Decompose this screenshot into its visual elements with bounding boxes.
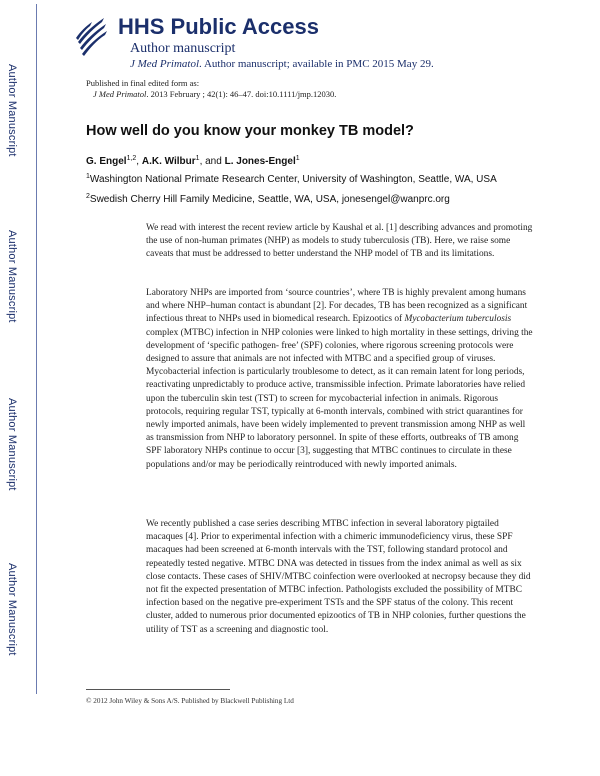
journal-abbrev: J Med Primatol: [130, 58, 200, 70]
affiliation-sup: 1: [86, 173, 90, 180]
affiliation-sup: 2: [86, 193, 90, 200]
paragraph-case-series: We recently published a case series describing MTBC infection in several laboratory pigtailed macaques [4]. Prior to experimental infection with a chimeric immunodeficiency virus, these SPF macaques had been screened at 6-month intervals with the TST, following standard protocol and repeatedly tested negative. MTBC DNA was detected in tissues from the index animal as well as six close contacts. These cases of SHIV/MTBC coinfection were overlooked at necropsy because they did not fit the expected presentation of MTBC infection. Pathologists excluded the possibility of MTBC infection based on the negative pre-experiment TSTs and the SPF status of the colony. This recent cluster, added to numerous prior documented epizootics of TB in NHP colonies, further questions the utility of TST as a screening and diagnostic tool.: [146, 519, 531, 635]
paragraph-text: complex (MTBC) infection in NHP colonies were linked to high mortality in these settings, driving the development of ‘specific pathogen- free’ (SPF) colonies, where rigorous screening protocols were designed to assure that animals are not infected with MTBC and a specified group of viruses. Mycobacterial infection is particularly troublesome to detect, as it can remain latent for long periods, reactivating unpredictably to produce active, transmissible infection. Primate laboratories have relied upon the tuberculin skin test (TST) to screen for mycobacterial infection in animals. Rigorous protocols, requiring regular TST, typically at 6-month intervals, combined with strict quarantines for newly imported animals, have been widely implemented to prevent transmission among NHP as well as transmission from NHP to laboratory personnel. In spite of these efforts, outbreaks of TB among SPF laboratory NHPs continue to occur [3], suggesting that MTBC continues to circulate in these populations and/or may be periodically reintroduced with newly imported animals.: [146, 327, 533, 470]
side-label: Author Manuscript: [6, 64, 18, 157]
author-sup: 1,2: [126, 155, 137, 162]
hhs-public-access-title: HHS Public Access: [118, 14, 319, 39]
paragraph-text: Laboratory NHPs are imported from ‘source countries’, where TB is highly prevalent among humans and where NHP–human contact is abundant [2]. For decades, TB has been recognized as a significant infectious threat to NHPs used in biomedical research. Epizootics of: [146, 288, 528, 325]
affiliation: [86, 173, 497, 185]
author-name: L. Jones-Engel: [224, 156, 296, 167]
author-manuscript-sidebar: [0, 0, 36, 700]
citation: [93, 89, 336, 99]
author-manuscript-subtitle: Author manuscript: [130, 41, 236, 56]
sidebar-divider: [36, 4, 37, 694]
published-label: Published in final edited form as:: [86, 78, 200, 88]
author-separator: ,: [136, 156, 142, 167]
side-label: Author Manuscript: [6, 230, 18, 323]
hhs-eagle-logo-icon: [74, 12, 108, 58]
affiliation-text: Washington National Primate Research Center, University of Washington, Seattle, WA, USA: [89, 174, 497, 185]
author-sup: 1: [195, 155, 200, 162]
journal-availability: [130, 58, 434, 70]
affiliation-text: Swedish Cherry Hill Family Medicine, Seattle, WA, USA, jonesengel@wanprc.org: [89, 194, 450, 205]
availability-text: . Author manuscript; available in PMC 2015 May 29.: [199, 58, 434, 70]
citation-details: . 2013 February ; 42(1): 46–47. doi:10.1111/jmp.12030.: [146, 89, 337, 99]
affiliation: [86, 193, 450, 205]
author-name: G. Engel: [86, 156, 127, 167]
species-name: Mycobacterium tuberculosis: [404, 314, 512, 325]
footnote-rule: [86, 689, 230, 690]
paragraph-intro: We read with interest the recent review article by Kaushal et al. [1] describing advances and promoting the use of non-human primates (NHP) as models to study tuberculosis (TB). Here, we raise some caveats that must be addressed to better understand the NHP model of TB and its limitations.: [146, 223, 533, 260]
citation-journal: J Med Primatol: [93, 89, 147, 99]
paragraph-background: [146, 287, 534, 472]
author-list: [86, 155, 300, 167]
article-title: How well do you know your monkey TB model?: [86, 123, 414, 139]
author-name: A.K. Wilbur: [141, 156, 196, 167]
side-label: Author Manuscript: [6, 563, 18, 656]
author-sup: 1: [295, 155, 300, 162]
author-separator: , and: [199, 156, 225, 167]
copyright-footer: © 2012 John Wiley & Sons A/S. Published by Blackwell Publishing Ltd: [86, 697, 294, 705]
side-label: Author Manuscript: [6, 398, 18, 491]
